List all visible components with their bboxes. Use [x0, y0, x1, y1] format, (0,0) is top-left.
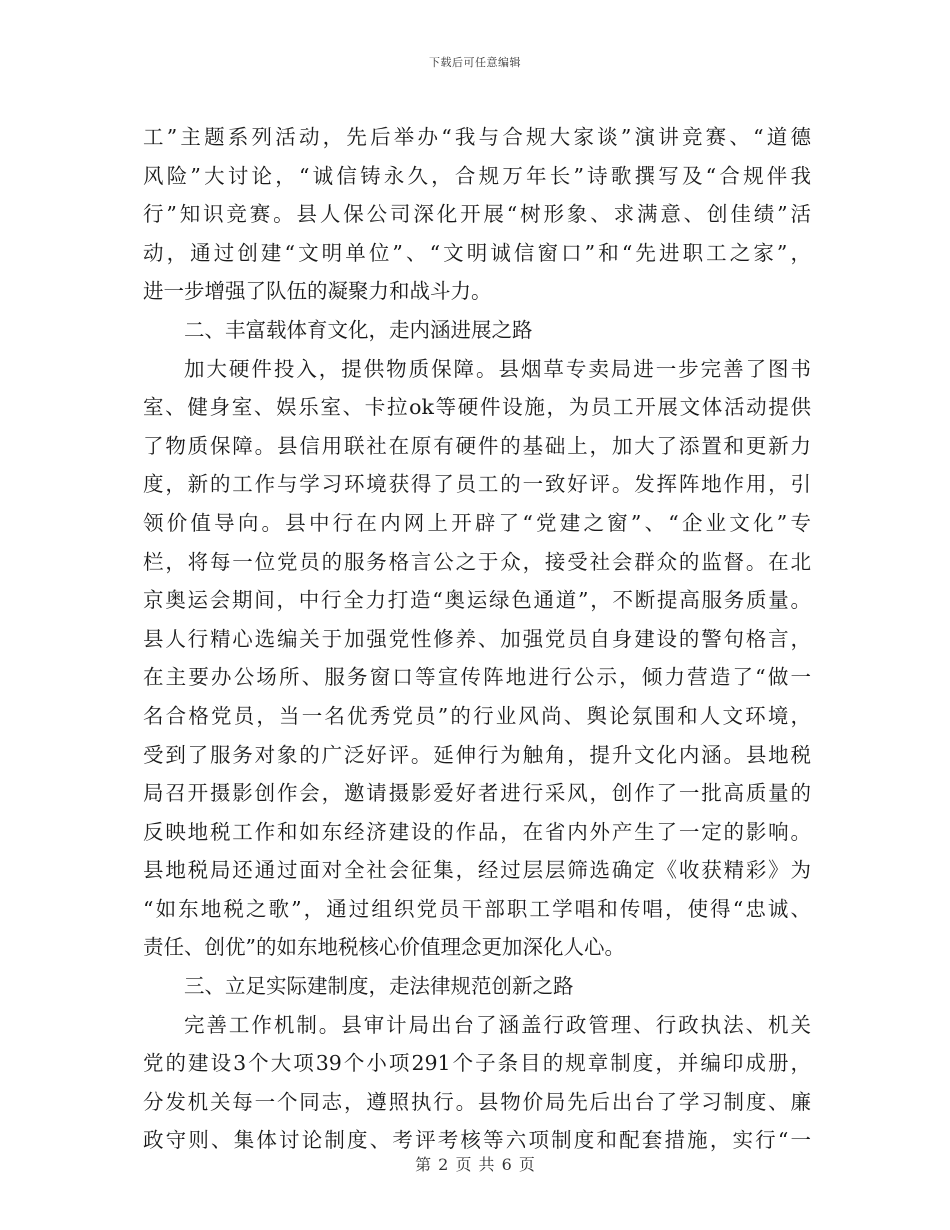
text-line: 领价值导向。县中行在内网上开辟了“党建之窗”、“企业文化”专: [143, 510, 811, 535]
document-body: [143, 118, 811, 1160]
text-line: 局召开摄影创作会，邀请摄影爱好者进行采风，创作了一批高质量的: [143, 781, 811, 806]
page-header: 下载后可任意编辑: [429, 56, 521, 69]
text-line: 风险”大讨论，“诚信铸永久，合规万年长”诗歌撰写及“合规伴我: [143, 163, 811, 188]
text-line: 县人行精心选编关于加强党性修养、加强党员自身建设的警句格言，: [143, 626, 811, 651]
text-line: 动，通过创建“文明单位”、“文明诚信窗口”和“先进职工之家”，: [143, 240, 811, 265]
text-line: 进一步增强了队伍的凝聚力和战斗力。: [143, 279, 492, 304]
text-line: 党的建设3个大项39个小项291个子条目的规章制度，并编印成册，: [143, 1051, 811, 1076]
text-line: 加大硬件投入，提供物质保障。县烟草专卖局进一步完善了图书: [184, 356, 811, 381]
text-line: 度，新的工作与学习环境获得了员工的一致好评。发挥阵地作用，引: [143, 472, 811, 497]
text-line: 反映地税工作和如东经济建设的作品，在省内外产生了一定的影响。: [143, 819, 811, 844]
text-line: 责任、创优”的如东地税核心价值理念更加深化人心。: [143, 935, 625, 960]
text-line: 完善工作机制。县审计局出台了涵盖行政管理、行政执法、机关: [184, 1012, 811, 1037]
page-number-footer: 第 2 页 共 6 页: [415, 1155, 535, 1174]
text-line: 了物质保障。县信用联社在原有硬件的基础上，加大了添置和更新力: [143, 433, 811, 458]
text-line: 受到了服务对象的广泛好评。延伸行为触角，提升文化内涵。县地税: [143, 742, 811, 767]
text-line: 在主要办公场所、服务窗口等宣传阵地进行公示，倾力营造了“做一: [143, 665, 811, 690]
text-line: 分发机关每一个同志，遵照执行。县物价局先后出台了学习制度、廉: [143, 1089, 811, 1114]
section-heading: 三、立足实际建制度，走法律规范创新之路: [184, 974, 574, 999]
section-heading: 二、丰富载体育文化，走内涵进展之路: [184, 317, 533, 342]
text-line: 工”主题系列活动，先后举办“我与合规大家谈”演讲竞赛、“道德: [143, 125, 811, 149]
text-line: 政守则、集体讨论制度、考评考核等六项制度和配套措施，实行“一: [143, 1128, 811, 1153]
text-line: 栏，将每一位党员的服务格言公之于众，接受社会群众的监督。在北: [143, 549, 811, 574]
text-line: 室、健身室、娱乐室、卡拉ok等硬件设施，为员工开展文体活动提供: [143, 395, 811, 420]
text-line: “如东地税之歌”，通过组织党员干部职工学唱和传唱，使得“忠诚、: [143, 896, 811, 921]
text-line: 京奥运会期间，中行全力打造“奥运绿色通道”，不断提高服务质量。: [143, 588, 811, 613]
text-line: 名合格党员，当一名优秀党员”的行业风尚、舆论氛围和人文环境，: [143, 703, 811, 728]
text-line: 行”知识竞赛。县人保公司深化开展“树形象、求满意、创佳绩”活: [143, 202, 811, 227]
text-line: 县地税局还通过面对全社会征集，经过层层筛选确定《收获精彩》为: [143, 858, 811, 883]
